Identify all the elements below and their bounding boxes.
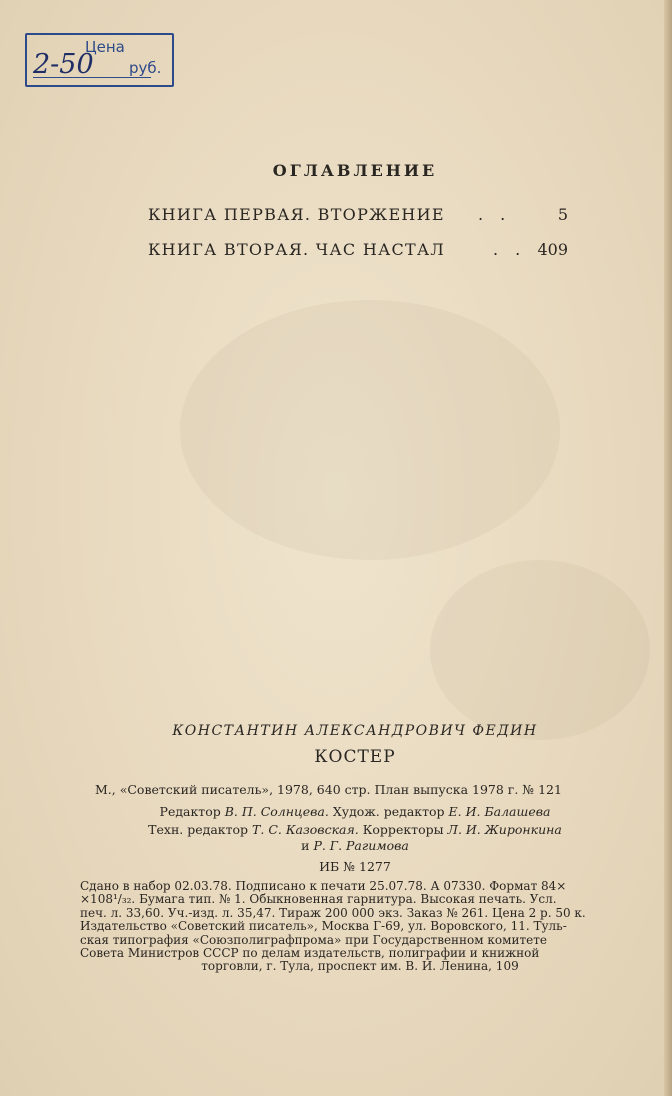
tech-line: торговли, г. Тула, проспект им. В. И. Ленина, 109 bbox=[201, 959, 519, 974]
stamp-unit: руб. bbox=[129, 59, 162, 77]
toc-entry bbox=[148, 205, 568, 224]
stamp-underline bbox=[33, 77, 151, 78]
conjunction: и bbox=[301, 838, 310, 853]
toc-entry-leader: . . bbox=[478, 205, 512, 224]
proofreader-name: Л. И. Жиронкина bbox=[447, 822, 562, 837]
toc-entry-page: 5 bbox=[557, 205, 568, 224]
stamp-price-handwritten: 2-50 bbox=[33, 49, 94, 80]
art-editor-label: Худож. редактор bbox=[332, 804, 445, 819]
paper-show-through bbox=[180, 300, 560, 560]
tech-line: ×108¹/₃₂. Бумага тип. № 1. Обыкновенная гарнитура. Высокая печать. Усл. bbox=[80, 892, 557, 907]
stamp-label: Цена bbox=[85, 38, 125, 56]
price-stamp bbox=[25, 33, 174, 87]
toc-entry bbox=[148, 240, 568, 259]
technical-details bbox=[80, 880, 640, 974]
toc-entry-leader: . . bbox=[493, 240, 527, 259]
tech-editor-line bbox=[0, 822, 672, 837]
ib-number: ИБ № 1277 bbox=[319, 859, 391, 874]
toc-heading: ОГЛАВЛЕНИЕ bbox=[272, 161, 438, 180]
proofreaders-label: Корректоры bbox=[362, 822, 444, 837]
editor-name: В. П. Солнцева. bbox=[224, 804, 329, 819]
tech-line: ская типография «Союзполиграфпрома» при Государственном комитете bbox=[80, 932, 547, 947]
tech-line: Издательство «Советский писатель», Москва Г-69, ул. Воровского, 11. Туль- bbox=[80, 919, 567, 934]
toc-entry-title: КНИГА ВТОРАЯ. ЧАС НАСТАЛ bbox=[148, 240, 446, 259]
toc-entry-page: 409 bbox=[537, 240, 568, 259]
editor-label: Редактор bbox=[159, 804, 221, 819]
toc-entry-title: КНИГА ПЕРВАЯ. ВТОРЖЕНИЕ bbox=[148, 205, 445, 224]
paper-show-through bbox=[430, 560, 650, 740]
art-editor-name: Е. И. Балашева bbox=[448, 804, 551, 819]
proofreader-line bbox=[0, 838, 672, 853]
tech-line: печ. л. 33,60. Уч.-изд. л. 35,47. Тираж 200 000 экз. Заказ № 261. Цена 2 р. 50 к. bbox=[80, 905, 586, 920]
tech-line: Совета Министров СССР по делам издательств, полиграфии и книжной bbox=[80, 946, 540, 961]
editors-line bbox=[0, 804, 672, 819]
book-title: КОСТЕР bbox=[314, 747, 396, 767]
proofreader-name: Р. Г. Рагимова bbox=[313, 838, 409, 853]
author-name: КОНСТАНТИН АЛЕКСАНДРОВИЧ ФЕДИН bbox=[172, 723, 538, 739]
tech-editor-label: Техн. редактор bbox=[148, 822, 249, 837]
tech-editor-name: Т. С. Казовская. bbox=[252, 822, 359, 837]
publication-line: М., «Советский писатель», 1978, 640 стр. План выпуска 1978 г. № 121 bbox=[95, 782, 562, 797]
tech-line: Сдано в набор 02.03.78. Подписано к печати 25.07.78. А 07330. Формат 84× bbox=[80, 879, 567, 893]
